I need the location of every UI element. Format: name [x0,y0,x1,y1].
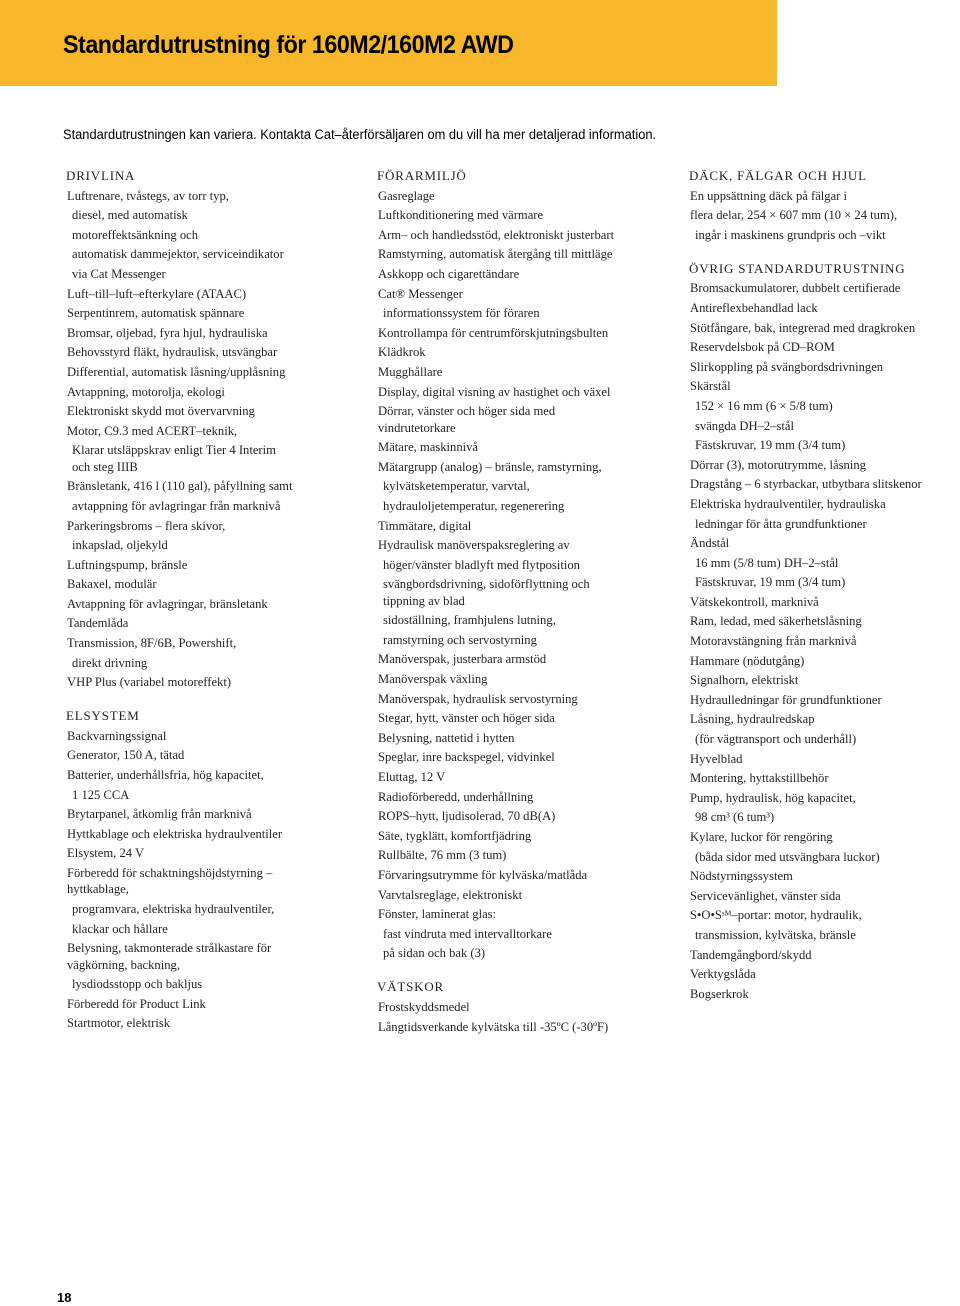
column-3 [688,166,960,1018]
spec-item: Parkeringsbroms – flera skivor, [67,518,226,533]
spec-item: Bakaxel, modulär [67,577,157,592]
spec-list [688,279,960,1004]
spec-item: Elektroniskt skydd mot övervarvning [67,404,255,419]
spec-item: Hyvelblad [690,751,743,766]
spec-item: Motoravstängning från marknivå [690,634,857,649]
spec-item: Behovsstyrd fläkt, hydraulisk, utsvängbar [67,345,278,360]
spec-item: Gasreglage [378,188,435,203]
spec-item: Luftningspump, bränsle [67,557,188,572]
section-heading: FÖRARMILJÖ [377,168,467,183]
spec-item: Klädkrok [378,345,426,360]
spec-item: Servicevänlighet, vänster sida [690,888,841,903]
spec-item: Bromsar, oljebad, fyra hjul, hydrauliska [67,325,268,340]
spec-item: Säte, tygklätt, komfortfjädring [378,828,532,843]
spec-item: Bogserkrok [690,986,749,1001]
spec-item: Förberedd för Product Link [67,996,206,1011]
header-bar [0,0,777,86]
page-number: 18 [57,1290,72,1305]
spec-section [376,977,666,1036]
spec-item: direkt drivning [72,655,148,670]
spec-item: Bromsackumulatorer, dubbelt certifierade [690,281,901,296]
section-heading: VÄTSKOR [377,979,444,995]
spec-item: Cat® Messenger [378,286,463,301]
spec-item: Klarar utsläppskrav enligt Tier 4 Interim och steg IIIB [72,443,276,474]
spec-item: Dörrar, vänster och höger sida med vindrutetorkare [378,404,556,435]
column-1 [65,166,355,1047]
spec-item: Radioförberedd, underhållning [378,789,534,804]
spec-item: Varvtalsreglage, elektroniskt [378,887,523,902]
spec-item: hydrauloljetemperatur, regenerering [383,498,565,513]
spec-item: Stötfångare, bak, integrerad med dragkroken [690,320,916,335]
spec-item: Differential, automatisk låsning/upplåsning [67,364,286,379]
spec-item: Mätargrupp (analog) – bränsle, ramstyrning, [378,459,602,474]
spec-item: Backvarningssignal [67,728,167,743]
spec-item: Avtappning för avlagringar, bränsletank [67,596,268,611]
spec-item: höger/vänster bladlyft med flytposition [383,557,580,572]
intro-text: Standardutrustningen kan variera. Kontakta Cat–återförsäljaren om du vill ha mer detaljerad information. [63,127,657,142]
spec-item: Elsystem, 24 V [67,846,145,861]
spec-item: Hammare (nödutgång) [690,653,805,668]
spec-item: transmission, kylvätska, bränsle [695,927,856,942]
spec-section [376,166,666,963]
spec-item: Transmission, 8F/6B, Powershift, [67,636,237,651]
spec-item: Vätskekontroll, marknivå [690,594,819,609]
spec-item: flera delar, 254 × 607 mm (10 × 24 tum), [690,208,898,223]
spec-section [65,706,355,1033]
spec-list [688,186,960,245]
spec-item: Skärstål [690,379,731,394]
section-heading: ELSYSTEM [66,708,140,724]
spec-item: Generator, 150 A, tätad [67,748,185,763]
spec-item: Motor, C9.3 med ACERT–teknik, [67,423,238,438]
section-heading: ÖVRIG STANDARDUTRUSTNING [689,260,906,276]
spec-item: 16 mm (5/8 tum) DH–2–stål [695,555,839,570]
spec-item: Manöverspak, hydraulisk servostyrning [378,691,578,706]
spec-item: 1 125 CCA [72,787,130,802]
spec-item: Reservdelsbok på CD–ROM [690,340,835,355]
spec-item: Ramstyrning, automatisk återgång till mittläge [378,247,613,262]
spec-section [65,166,355,692]
spec-item: Montering, hyttakstillbehör [690,771,829,786]
spec-item: programvara, elektriska hydraulventiler, [72,902,275,916]
spec-item: Batterier, underhållsfria, hög kapacitet, [67,768,264,783]
spec-item: Tandemgångbord/skydd [690,947,812,962]
spec-item: Belysning, nattetid i hytten [378,730,515,745]
spec-item: Hydraulisk manöverspaksreglering av [378,538,570,553]
spec-item: lysdiodsstopp och bakljus [72,977,203,992]
spec-item: Ändstål [690,536,730,551]
spec-item: Elektriska hydraulventiler, hydrauliska [690,496,886,511]
spec-item: inkapslad, oljekyld [72,538,168,553]
spec-item: Display, digital visning av hastighet och växel [378,384,611,399]
spec-item: ROPS–hytt, ljudisolerad, 70 dB(A) [378,809,556,824]
section-heading: DÄCK, FÄLGAR OCH HJUL [689,168,867,183]
spec-item: Manöverspak växling [378,672,488,687]
spec-list [65,186,355,692]
spec-item: (båda sidor med utsvängbara luckor) [695,849,880,864]
spec-item: ingår i maskinens grundpris och –vikt [695,227,886,242]
spec-item: Långtidsverkande kylvätska till -35ºC (-30ºF) [378,1019,609,1034]
spec-item: automatisk dammejektor, serviceindikator [72,247,284,262]
spec-item: svängbordsdrivning, sidoförflyttning och tippning av blad [383,577,590,608]
spec-section [688,166,960,245]
spec-item: 98 cm³ (6 tum³) [695,810,775,825]
spec-item: ledningar för åtta grundfunktioner [695,516,867,531]
spec-item: Luftkonditionering med värmare [378,208,544,223]
spec-list [376,997,666,1036]
spec-item: sidoställning, framhjulens lutning, [383,613,556,628]
spec-item: svängda DH–2–stål [695,418,794,433]
spec-item: klackar och hållare [72,921,168,936]
spec-item: Verktygslåda [690,967,756,982]
spec-item: Dragstång – 6 styrbackar, utbytbara slitskenor [690,477,922,492]
spec-item: Timmätare, digital [378,518,472,533]
spec-item: Pump, hydraulisk, hög kapacitet, [690,790,856,805]
spec-item: Avtappning, motorolja, ekologi [67,384,225,399]
spec-item: Startmotor, elektrisk [67,1016,171,1031]
spec-section [688,259,960,1004]
spec-item: Arm– och handledsstöd, elektroniskt justerbart [378,227,615,242]
spec-item: Antireflexbehandlad lack [690,300,818,315]
spec-item: ramstyrning och servostyrning [383,632,537,647]
spec-item: Luftrenare, tvåstegs, av torr typ, [67,188,229,203]
spec-item: informationssystem för föraren [383,306,540,321]
spec-item: Slirkoppling på svängbordsdrivningen [690,359,884,374]
spec-item: Manöverspak, justerbara armstöd [378,652,547,667]
spec-item: via Cat Messenger [72,266,166,281]
spec-list [376,186,666,963]
spec-item: Mätare, maskinnivå [378,440,479,455]
spec-item: Kylare, luckor för rengöring [690,830,833,844]
spec-item: på sidan och bak (3) [383,946,486,961]
column-2 [376,166,666,1051]
spec-item: Signalhorn, elektriskt [690,673,799,688]
spec-item: Fönster, laminerat glas: [378,907,497,922]
spec-item: Mugghållare [378,364,443,379]
spec-item: kylvätsketemperatur, varvtal, [383,479,530,494]
spec-item: Serpentinrem, automatisk spännare [67,306,245,321]
spec-item: Dörrar (3), motorutrymme, låsning [690,457,866,472]
spec-item: Hydraulledningar för grundfunktioner [690,692,882,707]
spec-item: 152 × 16 mm (6 × 5/8 tum) [695,398,833,413]
spec-item: Förvaringsutrymme för kylväska/matlåda [378,868,588,882]
page-title: Standardutrustning för 160M2/160M2 AWD [63,31,514,59]
spec-item: Fästskruvar, 19 mm (3/4 tum) [695,575,846,590]
spec-item: Kontrollampa för centrumförskjutningsbulten [378,325,609,340]
spec-item: Luft–till–luft–efterkylare (ATAAC) [67,286,247,301]
spec-item: Askkopp och cigarettändare [378,266,520,281]
spec-item: Förberedd för schaktningshöjdstyrning – hyttkablage, [67,866,273,897]
section-heading: DRIVLINA [66,168,136,183]
spec-item: Ram, ledad, med säkerhetslåsning [690,614,862,629]
spec-item: Brytarpanel, åtkomlig från marknivå [67,807,252,822]
spec-item: Stegar, hytt, vänster och höger sida [378,711,555,726]
spec-item: Frostskyddsmedel [378,999,470,1014]
spec-item: VHP Plus (variabel motoreffekt) [67,675,232,690]
spec-item: Bränsletank, 416 l (110 gal), påfyllning samt [67,479,293,494]
spec-item: Eluttag, 12 V [378,770,446,785]
spec-item: avtappning för avlagringar från marknivå [72,498,281,513]
spec-item: fast vindruta med intervalltorkare [383,926,552,941]
spec-list [65,726,355,1033]
spec-item: motoreffektsänkning och [72,227,199,242]
spec-item: S•O•Sˢᴹ–portar: motor, hydraulik, [690,908,862,923]
spec-item: Hyttkablage och elektriska hydraulventiler [67,826,283,841]
spec-item: Speglar, inre backspegel, vidvinkel [378,750,555,765]
spec-item: Nödstyrningssystem [690,869,793,884]
spec-item: Låsning, hydraulredskap [690,712,815,727]
spec-item: (för vägtransport och underhåll) [695,732,857,747]
spec-item: Belysning, takmonterade strålkastare för vägkörning, backning, [67,941,272,972]
spec-item: Rullbälte, 76 mm (3 tum) [378,848,507,863]
spec-item: diesel, med automatisk [72,208,188,223]
spec-item: En uppsättning däck på fälgar i [690,188,848,203]
spec-item: Fästskruvar, 19 mm (3/4 tum) [695,438,846,453]
spec-item: Tandemlåda [67,616,129,631]
